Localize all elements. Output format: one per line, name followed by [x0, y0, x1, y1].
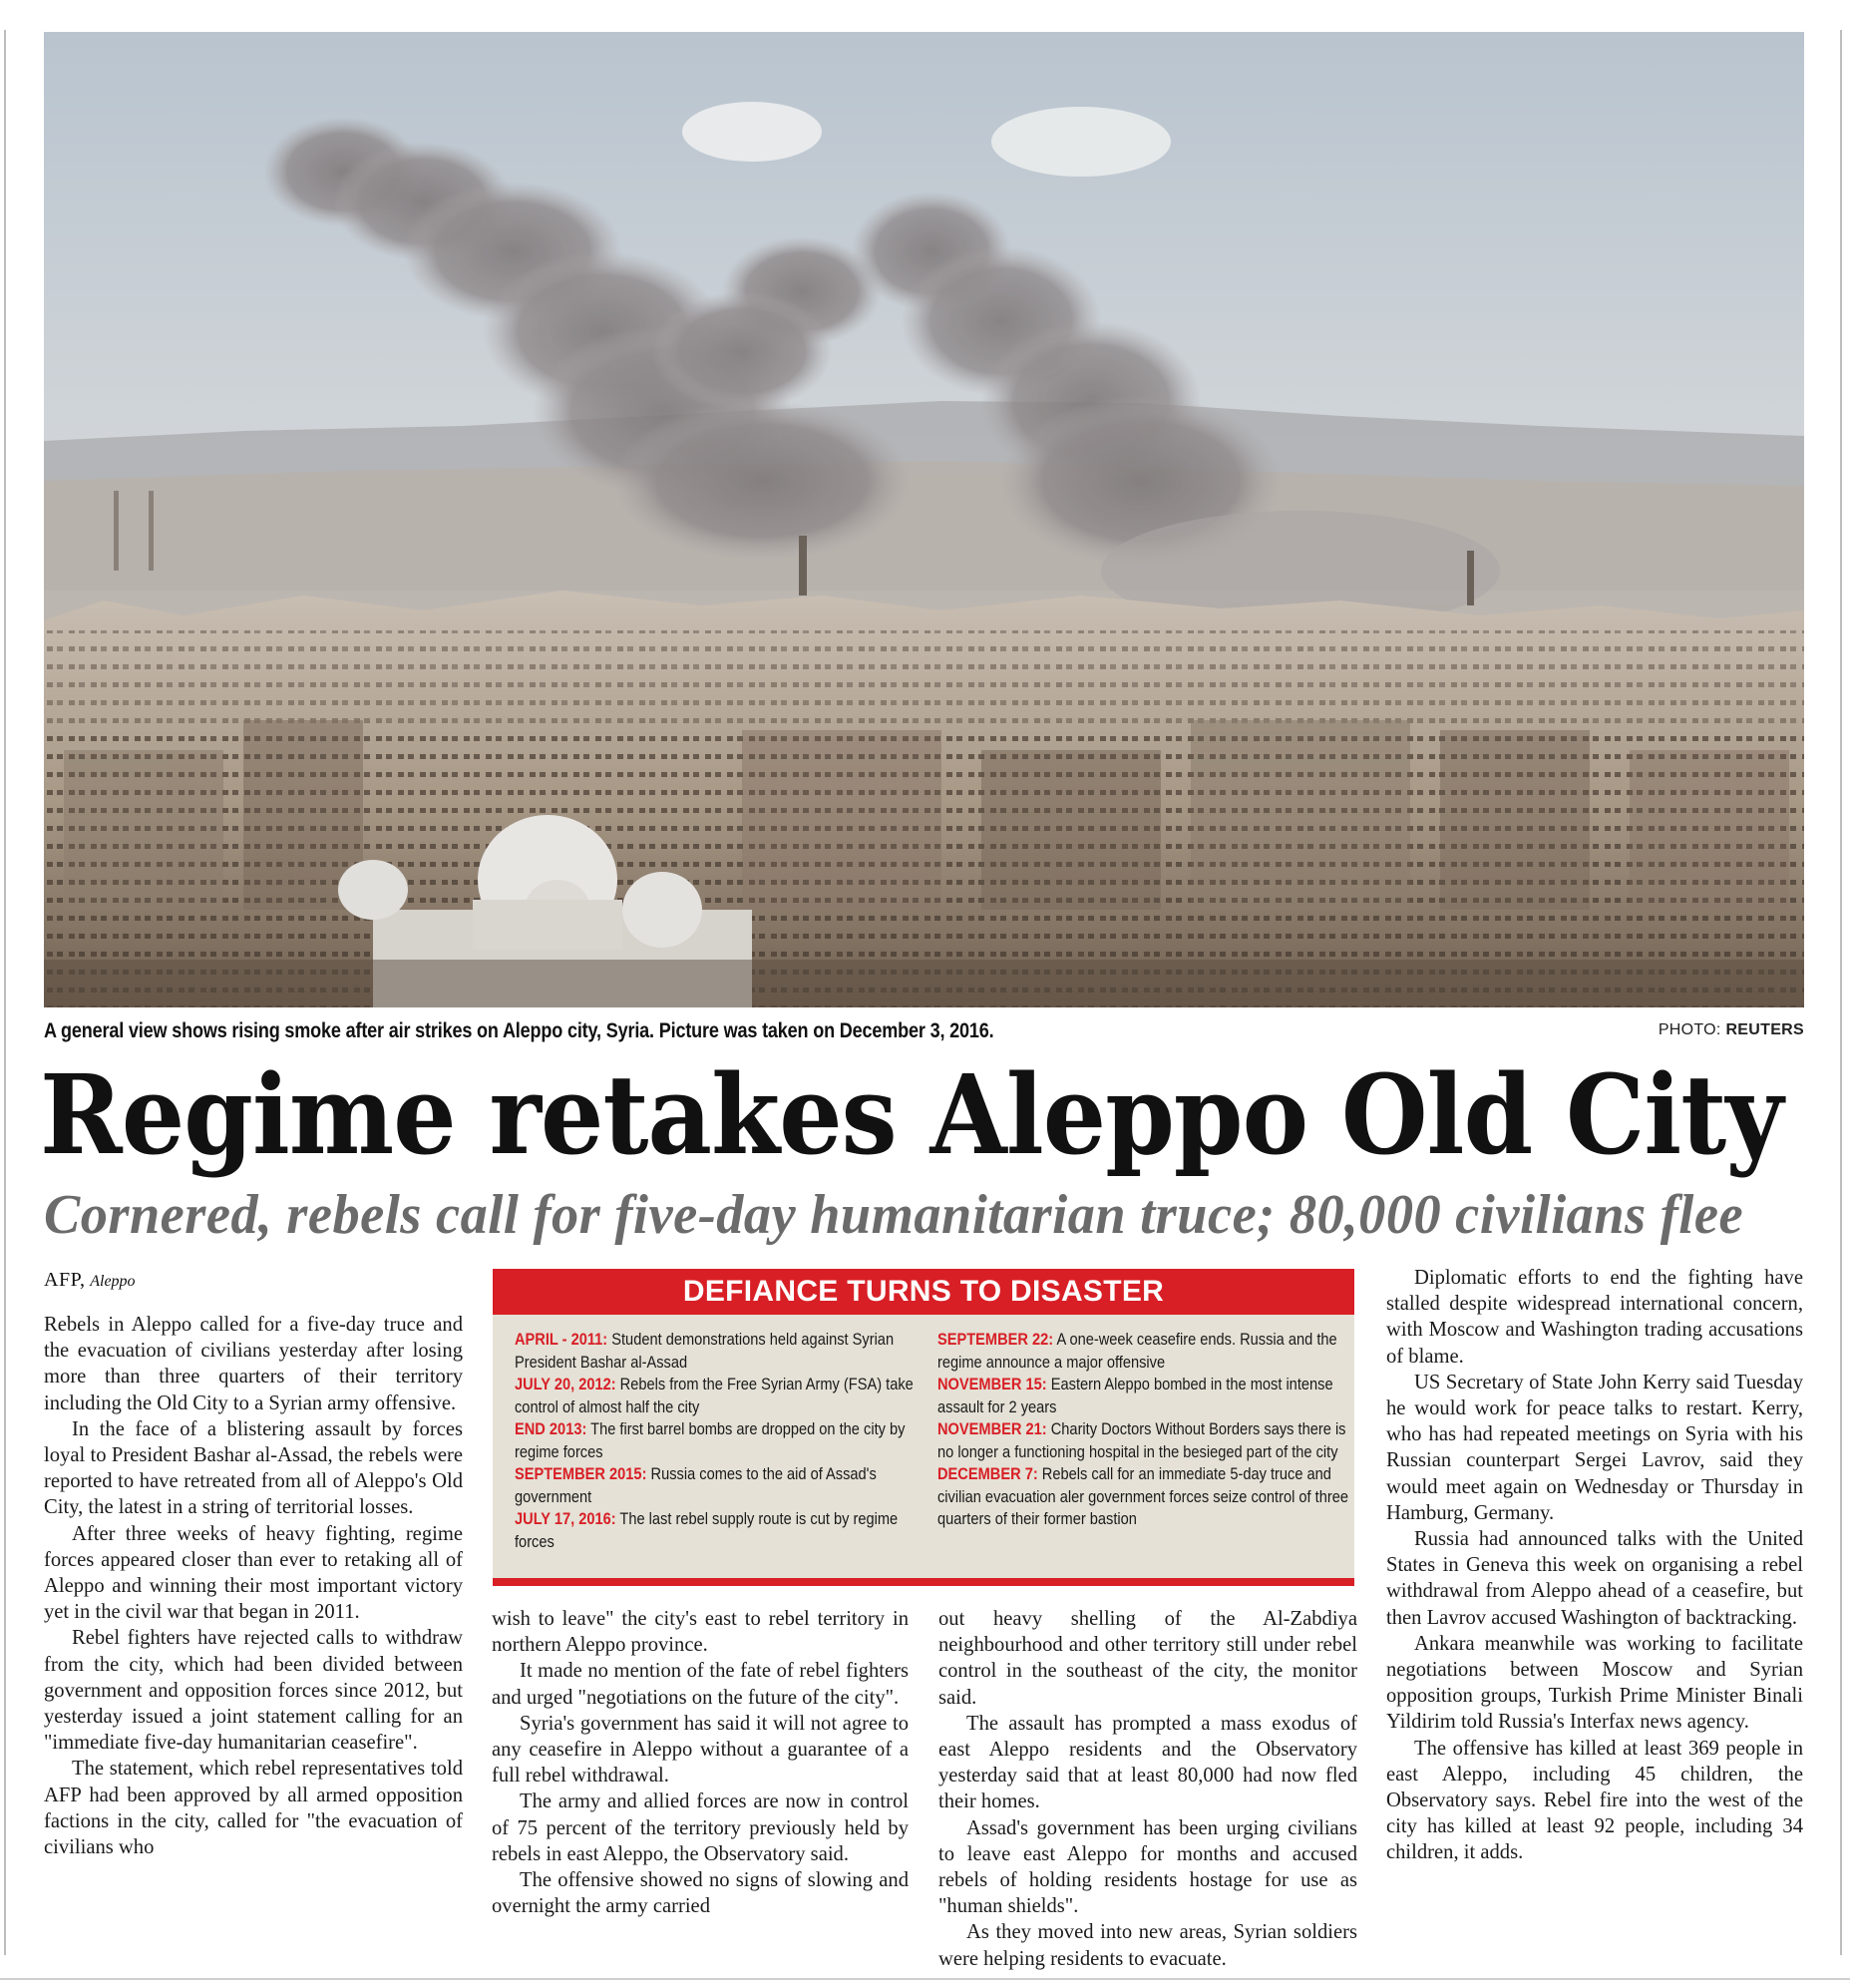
paragraph: Russia had announced talks with the United States in Geneva this week on organising a rebel withdrawal from Aleppo ahead of a ceasefire, but then Lavrov accused Washington of backtracking.	[1386, 1528, 1803, 1629]
timeline-date: JULY 17, 2016:	[515, 1509, 616, 1528]
timeline-date: APRIL - 2011:	[515, 1330, 608, 1349]
timeline-item	[515, 1374, 926, 1418]
page-border-bottom	[0, 1978, 1850, 1980]
timeline-date: DECEMBER 7:	[937, 1464, 1038, 1483]
photo-credit-source: REUTERS	[1725, 1021, 1804, 1038]
timeline-item	[515, 1508, 926, 1553]
news-photo	[44, 32, 1804, 1007]
timeline-text: Student demonstrations held against Syrian President Bashar al-Assad	[515, 1330, 895, 1372]
paragraph: Syria's government has said it will not agree to any ceasefire in Aleppo without a guarantee of a full rebel withdrawal.	[492, 1712, 909, 1788]
page-border-right	[1840, 30, 1842, 1955]
article-column-3	[938, 1606, 1357, 1972]
paragraph: The offensive showed no signs of slowing and overnight the army carried	[492, 1869, 909, 1918]
timeline-date: JULY 20, 2012:	[515, 1375, 616, 1393]
timeline-date: SEPTEMBER 2015:	[515, 1464, 647, 1483]
timeline-item	[515, 1463, 926, 1508]
paragraph: After three weeks of heavy fighting, regime forces appeared closer than ever to retaking all of Aleppo and winning their most important victory yet in the civil war that began in 2011.	[44, 1522, 463, 1624]
timeline-item	[937, 1329, 1349, 1374]
timeline-title: DEFIANCE TURNS TO DISASTER	[493, 1269, 1354, 1315]
photo-caption: A general view shows rising smoke after air strikes on Aleppo city, Syria. Picture was taken on December 3, 2016.	[44, 1019, 994, 1042]
timeline-text: Russia comes to the aid of Assad's government	[515, 1464, 877, 1506]
paragraph: Ankara meanwhile was working to facilitate negotiations between Moscow and Syrian opposition groups, Turkish Prime Minister Binali Yildirim told Russia's Interfax news agency.	[1386, 1632, 1803, 1734]
paragraph: out heavy shelling of the Al-Zabdiya neighbourhood and other territory still under rebel control in the southeast of the city, the monitor said.	[938, 1608, 1357, 1709]
timeline-date: SEPTEMBER 22:	[937, 1330, 1054, 1349]
paragraph: As they moved into new areas, Syrian soldiers were helping residents to evacuate.	[938, 1921, 1357, 1970]
photo-credit-label: PHOTO:	[1658, 1021, 1721, 1038]
timeline-date: NOVEMBER 15:	[937, 1375, 1047, 1393]
article-column-2	[492, 1606, 909, 1919]
timeline-item	[937, 1463, 1349, 1531]
timeline-column-right	[937, 1329, 1349, 1531]
timeline-item	[937, 1418, 1349, 1463]
timeline-text: The last rebel supply route is cut by regime forces	[515, 1509, 899, 1551]
byline	[44, 1269, 136, 1292]
timeline-item	[515, 1329, 926, 1374]
timeline-box	[493, 1269, 1354, 1586]
paragraph: Assad's government has been urging civilians to leave east Aleppo for months and accused rebels of holding residents hostage for use as "human shields".	[938, 1816, 1357, 1918]
timeline-item	[937, 1374, 1349, 1418]
byline-agency: AFP,	[44, 1269, 86, 1291]
paragraph: Rebel fighters have rejected calls to withdraw from the city, which had been divided between government and opposition forces since 2012, but yesterday issued a joint statement calling for an "immediate five-day humanitarian ceasefire".	[44, 1627, 463, 1755]
timeline-bottom-rule	[493, 1578, 1354, 1586]
paragraph: Diplomatic efforts to end the fighting have stalled despite widespread international concern, with Moscow and Washington trading accusations of blame.	[1386, 1267, 1803, 1368]
headline: Regime retakes Aleppo Old City	[40, 1050, 1783, 1179]
timeline-text: The first barrel bombs are dropped on the city by regime forces	[515, 1419, 906, 1461]
timeline-date: END 2013:	[515, 1419, 587, 1438]
paragraph: The offensive has killed at least 369 people in east Aleppo, including 45 children, the Observatory says. Rebel fire into the west of the city has killed at least 92 people, including 34 children, it adds.	[1386, 1737, 1803, 1864]
timeline-text: Charity Doctors Without Borders says there is no longer a functioning hospital in the besieged part of the city	[937, 1419, 1346, 1461]
page-border-left	[4, 30, 6, 1955]
timeline-column-left	[515, 1329, 924, 1553]
paragraph: US Secretary of State John Kerry said Tuesday he would work for peace talks to restart. Kerry, who has had repeated meetings on Syria with his Russian counterpart Sergei Lavrov, said they would meet again on Wednesday or Thursday in Hamburg, Germany.	[1386, 1371, 1803, 1524]
timeline-text: A one-week ceasefire ends. Russia and the regime announce a major offensive	[937, 1330, 1337, 1372]
subhead: Cornered, rebels call for five-day humanitarian truce; 80,000 civilians flee	[44, 1184, 1744, 1246]
paragraph: The statement, which rebel representatives told AFP had been approved by all armed opposition factions in the city, called for "the evacuation of civilians who	[44, 1758, 463, 1859]
paragraph: In the face of a blistering assault by forces loyal to President Bashar al-Assad, the rebels were reported to have retreated from all of Aleppo's Old City, the latest in a string of territorial losses.	[44, 1417, 463, 1519]
timeline-text: Eastern Aleppo bombed in the most intense assault for 2 years	[937, 1375, 1333, 1416]
article-column-4	[1386, 1265, 1803, 1866]
paragraph: The army and allied forces are now in control of 75 percent of the territory previously held by rebels in east Aleppo, the Observatory said.	[492, 1790, 909, 1865]
timeline-text: Rebels call for an immediate 5-day truce and civilian evacuation aler government forces seize control of three quarters of their former bastion	[937, 1464, 1349, 1528]
timeline-item	[515, 1418, 926, 1463]
byline-location: Aleppo	[90, 1273, 136, 1290]
paragraph: The assault has prompted a mass exodus of east Aleppo residents and the Observatory yesterday said that at least 80,000 had now fled their homes.	[938, 1712, 1357, 1813]
paragraph: wish to leave" the city's east to rebel territory in northern Aleppo province.	[492, 1608, 909, 1657]
paragraph: It made no mention of the fate of rebel fighters and urged "negotiations on the future of the city".	[492, 1660, 909, 1709]
timeline-text: Rebels from the Free Syrian Army (FSA) take control of almost half the city	[515, 1375, 914, 1416]
photo-credit	[1659, 1021, 1804, 1039]
paragraph: Rebels in Aleppo called for a five-day truce and the evacuation of civilians yesterday after losing more than three quarters of their territory including the Old City to a Syrian army offensive.	[44, 1314, 463, 1414]
timeline-date: NOVEMBER 21:	[937, 1419, 1047, 1438]
article-column-1	[44, 1312, 463, 1860]
